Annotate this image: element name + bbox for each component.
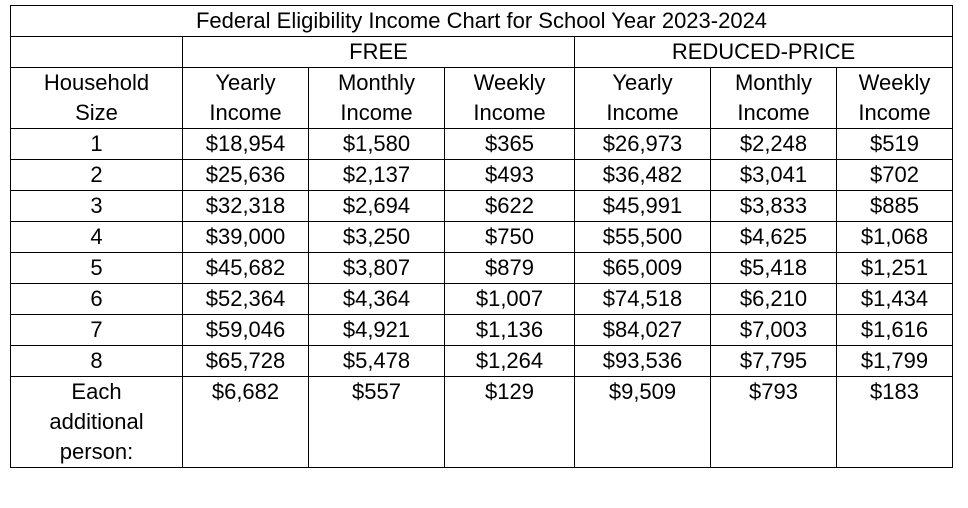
cell-free-monthly: $2,137 xyxy=(309,160,445,191)
header-free-yearly: Yearly Income xyxy=(183,68,309,129)
cell-free-yearly: $59,046 xyxy=(183,315,309,346)
additional-free-yearly: $6,682 xyxy=(183,377,309,468)
cell-free-weekly: $493 xyxy=(445,160,575,191)
cell-free-monthly: $3,807 xyxy=(309,253,445,284)
cell-reduced-yearly: $74,518 xyxy=(575,284,711,315)
cell-reduced-yearly: $65,009 xyxy=(575,253,711,284)
additional-reduced-yearly: $9,509 xyxy=(575,377,711,468)
cell-reduced-monthly: $3,041 xyxy=(711,160,837,191)
cell-free-weekly: $365 xyxy=(445,129,575,160)
cell-free-monthly: $2,694 xyxy=(309,191,445,222)
cell-reduced-monthly: $5,418 xyxy=(711,253,837,284)
cell-free-yearly: $18,954 xyxy=(183,129,309,160)
cell-free-yearly: $25,636 xyxy=(183,160,309,191)
empty-group-cell xyxy=(11,37,183,68)
cell-free-weekly: $879 xyxy=(445,253,575,284)
cell-reduced-monthly: $7,003 xyxy=(711,315,837,346)
cell-free-yearly: $65,728 xyxy=(183,346,309,377)
table-row xyxy=(11,346,953,377)
cell-reduced-weekly: $1,251 xyxy=(837,253,953,284)
cell-reduced-yearly: $45,991 xyxy=(575,191,711,222)
cell-reduced-yearly: $26,973 xyxy=(575,129,711,160)
cell-free-weekly: $1,136 xyxy=(445,315,575,346)
cell-free-monthly: $4,921 xyxy=(309,315,445,346)
cell-reduced-monthly: $4,625 xyxy=(711,222,837,253)
cell-free-weekly: $622 xyxy=(445,191,575,222)
cell-household-size: 6 xyxy=(11,284,183,315)
cell-reduced-weekly: $1,616 xyxy=(837,315,953,346)
income-eligibility-table xyxy=(10,5,953,468)
cell-free-monthly: $1,580 xyxy=(309,129,445,160)
cell-free-monthly: $4,364 xyxy=(309,284,445,315)
cell-household-size: 3 xyxy=(11,191,183,222)
cell-household-size: 7 xyxy=(11,315,183,346)
cell-reduced-weekly: $1,068 xyxy=(837,222,953,253)
table-row xyxy=(11,191,953,222)
additional-reduced-monthly: $793 xyxy=(711,377,837,468)
cell-reduced-weekly: $702 xyxy=(837,160,953,191)
cell-reduced-monthly: $7,795 xyxy=(711,346,837,377)
cell-reduced-yearly: $55,500 xyxy=(575,222,711,253)
cell-household-size: 1 xyxy=(11,129,183,160)
header-reduced-monthly: Monthly Income xyxy=(711,68,837,129)
cell-free-yearly: $32,318 xyxy=(183,191,309,222)
cell-reduced-yearly: $84,027 xyxy=(575,315,711,346)
cell-free-weekly: $1,007 xyxy=(445,284,575,315)
table-title: Federal Eligibility Income Chart for School Year 2023-2024 xyxy=(11,6,953,37)
table-row xyxy=(11,253,953,284)
table-row xyxy=(11,284,953,315)
cell-reduced-weekly: $519 xyxy=(837,129,953,160)
additional-reduced-weekly: $183 xyxy=(837,377,953,468)
additional-free-weekly: $129 xyxy=(445,377,575,468)
cell-household-size: 8 xyxy=(11,346,183,377)
table-row xyxy=(11,160,953,191)
group-free: FREE xyxy=(183,37,575,68)
cell-reduced-monthly: $2,248 xyxy=(711,129,837,160)
cell-free-yearly: $52,364 xyxy=(183,284,309,315)
cell-reduced-weekly: $1,434 xyxy=(837,284,953,315)
additional-free-monthly: $557 xyxy=(309,377,445,468)
additional-person-label: Each additional person: xyxy=(11,377,183,468)
cell-free-yearly: $39,000 xyxy=(183,222,309,253)
cell-free-yearly: $45,682 xyxy=(183,253,309,284)
table-row xyxy=(11,129,953,160)
header-household-size: Household Size xyxy=(11,68,183,129)
cell-free-weekly: $1,264 xyxy=(445,346,575,377)
header-free-monthly: Monthly Income xyxy=(309,68,445,129)
group-reduced-price: REDUCED-PRICE xyxy=(575,37,953,68)
table-row xyxy=(11,315,953,346)
cell-free-monthly: $5,478 xyxy=(309,346,445,377)
header-reduced-weekly: Weekly Income xyxy=(837,68,953,129)
cell-reduced-weekly: $885 xyxy=(837,191,953,222)
cell-reduced-monthly: $3,833 xyxy=(711,191,837,222)
cell-household-size: 2 xyxy=(11,160,183,191)
header-free-weekly: Weekly Income xyxy=(445,68,575,129)
cell-free-weekly: $750 xyxy=(445,222,575,253)
cell-reduced-yearly: $93,536 xyxy=(575,346,711,377)
cell-free-monthly: $3,250 xyxy=(309,222,445,253)
cell-household-size: 5 xyxy=(11,253,183,284)
cell-reduced-monthly: $6,210 xyxy=(711,284,837,315)
header-reduced-yearly: Yearly Income xyxy=(575,68,711,129)
cell-household-size: 4 xyxy=(11,222,183,253)
cell-reduced-yearly: $36,482 xyxy=(575,160,711,191)
table-row xyxy=(11,222,953,253)
cell-reduced-weekly: $1,799 xyxy=(837,346,953,377)
